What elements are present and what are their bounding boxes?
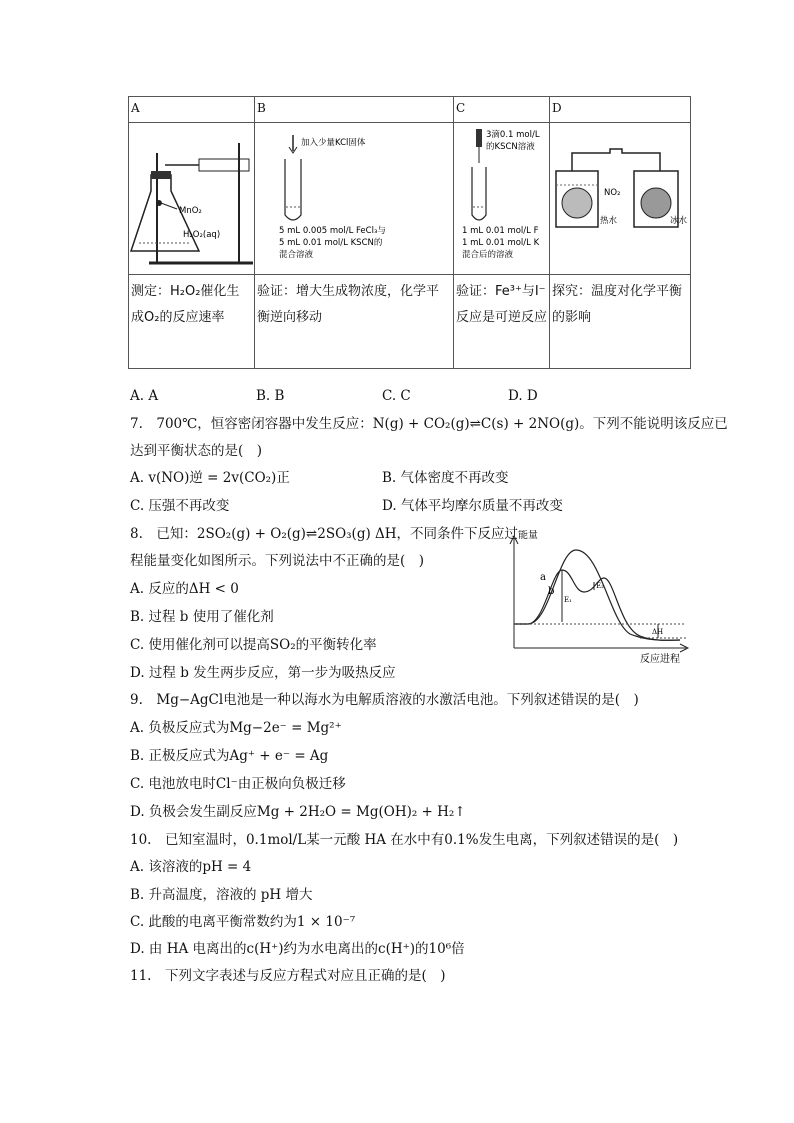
q10-stem: 10. 已知室温时，0.1mol/L某一元酸 HA 在水中有0.1%发生电离，下列叙述错误的是( ) (130, 832, 679, 848)
b-bottom-label-3: 混合溶液 (279, 250, 314, 260)
q8-stem-2: 程能量变化如图所示。下列说法中不正确的是( ) (130, 553, 425, 569)
q7-option-c[interactable]: C. 压强不再改变 (130, 498, 230, 514)
q10-option-d[interactable]: D. 由 HA 电离出的c(H⁺)约为水电离出的c(H⁺)的10⁶倍 (130, 941, 465, 957)
desc-b: 验证：增大生成物浓度，化学平衡逆向移动 (255, 275, 454, 369)
c-top-label-1: 3滴0.1 mol/L (486, 130, 540, 140)
q6-option-b[interactable]: B. B (256, 388, 285, 404)
label-a: a (540, 572, 546, 583)
label-e2: E₂ (596, 582, 604, 590)
header-d: D (550, 97, 691, 123)
q9-option-b[interactable]: B. 正极反应式为Ag⁺ + e⁻ = Ag (130, 748, 329, 764)
q9-stem: 9. Mg−AgCl电池是一种以海水为电解质溶液的水激活电池。下列叙述错误的是( ) (130, 692, 639, 708)
apparatus-c (454, 123, 550, 275)
c-bottom-label-3: 混合后的溶液 (462, 250, 514, 260)
q9-option-d[interactable]: D. 负极会发生副反应Mg + 2H₂O = Mg(OH)₂ + H₂↑ (130, 804, 466, 820)
b-top-label: 加入少量KCl固体 (301, 138, 366, 148)
q8-option-b[interactable]: B. 过程 b 使用了催化剂 (130, 609, 274, 625)
q8-option-c[interactable]: C. 使用催化剂可以提高SO₂的平衡转化率 (130, 637, 377, 653)
q10-option-b[interactable]: B. 升高温度，溶液的 pH 增大 (130, 887, 313, 903)
mno2-label: MnO₂ (179, 206, 202, 216)
c-top-label-2: 的KSCN溶液 (486, 142, 535, 152)
label-b: b (548, 586, 555, 597)
q6-option-c[interactable]: C. C (382, 388, 411, 404)
q7-stem-1: 7. 700℃，恒容密闭容器中发生反应：N(g) + CO₂(g)⇌C(s) + 2NO(g)。下列不能说明该反应已 (130, 416, 728, 432)
q7-option-a[interactable]: A. v(NO)逆 = 2v(CO₂)正 (130, 470, 290, 486)
q6-option-a[interactable]: A. A (130, 388, 159, 404)
ice-water-label: 冰水 (670, 216, 688, 226)
apparatus-a (129, 123, 255, 275)
label-e1: E₁ (564, 596, 572, 604)
q6-option-d[interactable]: D. D (508, 388, 538, 404)
q7-stem-2: 达到平衡状态的是( ) (130, 443, 263, 459)
h2o2-label: H₂O₂(aq) (183, 230, 221, 240)
q7-option-d[interactable]: D. 气体平均摩尔质量不再改变 (382, 498, 563, 514)
experiment-table (128, 96, 691, 369)
b-bottom-label-2: 5 mL 0.01 mol/L KSCN的 (279, 238, 383, 248)
hot-water-label: 热水 (600, 216, 618, 226)
c-bottom-label-2: 1 mL 0.01 mol/L K (462, 238, 540, 248)
q7-option-b[interactable]: B. 气体密度不再改变 (382, 470, 509, 486)
desc-a: 测定：H₂O₂催化生成O₂的反应速率 (129, 275, 255, 369)
graph-xlabel: 反应进程 (640, 654, 680, 665)
q8-option-a[interactable]: A. 反应的ΔH < 0 (130, 581, 239, 597)
energy-diagram (500, 530, 700, 666)
header-b: B (255, 97, 454, 123)
q10-option-a[interactable]: A. 该溶液的pH = 4 (130, 859, 252, 875)
desc-d: 探究：温度对化学平衡的影响 (550, 275, 691, 369)
q9-option-a[interactable]: A. 负极反应式为Mg−2e⁻ = Mg²⁺ (130, 720, 342, 736)
header-c: C (454, 97, 550, 123)
c-bottom-label-1: 1 mL 0.01 mol/L F (462, 226, 539, 236)
label-dh: ΔH (652, 628, 664, 636)
b-bottom-label-1: 5 mL 0.005 mol/L FeCl₃与 (279, 226, 386, 236)
q8-option-d[interactable]: D. 过程 b 发生两步反应，第一步为吸热反应 (130, 665, 396, 681)
curve-a (514, 550, 680, 640)
no2-label: NO₂ (604, 188, 621, 198)
q9-option-c[interactable]: C. 电池放电时Cl⁻由正极向负极迁移 (130, 776, 346, 792)
header-a: A (129, 97, 255, 123)
q10-option-c[interactable]: C. 此酸的电离平衡常数约为1 × 10⁻⁷ (130, 914, 356, 930)
graph-ylabel: 能量 (518, 530, 538, 541)
apparatus-d (550, 123, 691, 275)
q8-stem-1: 8. 已知：2SO₂(g) + O₂(g)⇌2SO₃(g) ΔH，不同条件下反应过 (130, 526, 519, 542)
desc-c: 验证：Fe³⁺与I⁻反应是可逆反应 (454, 275, 550, 369)
q11-stem: 11. 下列文字表述与反应方程式对应且正确的是( ) (130, 968, 446, 984)
apparatus-b (255, 123, 454, 275)
